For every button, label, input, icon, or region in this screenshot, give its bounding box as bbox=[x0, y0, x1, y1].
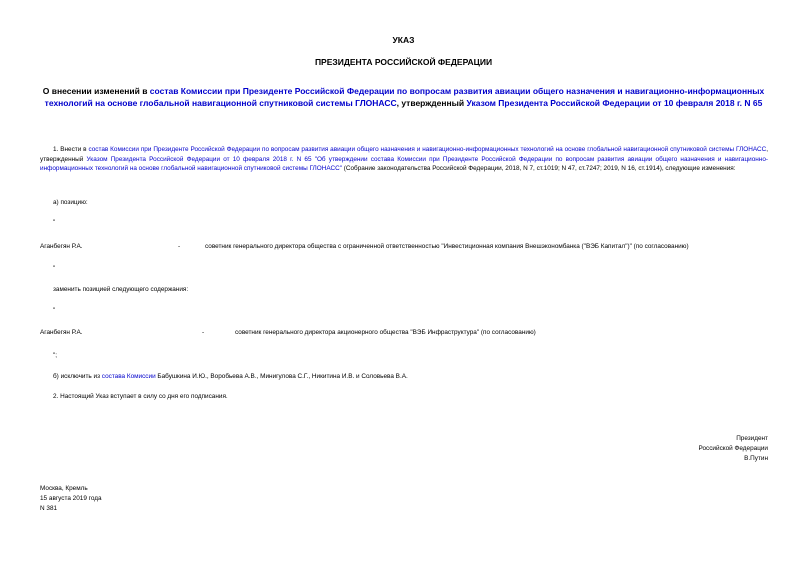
row1-description: советник генерального директора общества с ограниченной ответственностью "Инвестиционная компания Внешэкономбанка ("ВЭБ Капитал")" (по согласованию) bbox=[205, 243, 689, 250]
item-b-text-post: Бабушкина И.Ю., Воробьева А.В., Минигулова С.Г., Никитина И.В. и Соловьева В.А. bbox=[155, 373, 408, 380]
signature-name: В.Путин bbox=[744, 455, 768, 462]
document-title bbox=[30, 85, 777, 109]
footer-number: N 381 bbox=[40, 505, 58, 512]
row1-dash: - bbox=[178, 243, 181, 250]
row2-description: советник генерального директора акционерного общества "ВЭБ Инфраструктура" (по согласованию) bbox=[235, 329, 536, 336]
item-b-link-commission[interactable]: состава Комиссии bbox=[101, 373, 156, 380]
title-text-2: , утвержденный bbox=[396, 98, 467, 108]
p1-link-commission[interactable]: состав Комиссии при Президенте Российской Федерации по вопросам развития авиации общего назначения и навигационно-информационных технологий на основе глобальной навигационной спутниковой системы ГЛОНАСС bbox=[88, 146, 767, 153]
quote-close-2: "; bbox=[53, 352, 58, 359]
footer-date: 15 августа 2019 года bbox=[40, 495, 102, 502]
document-subheading: ПРЕЗИДЕНТА РОССИЙСКОЙ ФЕДЕРАЦИИ bbox=[314, 57, 493, 67]
paragraph-2: 2. Настоящий Указ вступает в силу со дня его подписания. bbox=[53, 393, 228, 400]
p1-link-decree[interactable]: Указом Президента Российской Федерации от 10 февраля 2018 г. N 65 "Об утверждении состава Комиссии при Президенте Российской Федерации по вопросам развития авиации общего назначения и навигационно-информационных технологий на основе глобальной навигационной спутниковой системы ГЛОНАСС" bbox=[40, 155, 768, 173]
p1-text-c: (Собрание законодательства Российской Федерации, 2018, N 7, ст.1019; N 47, ст.7247; 2019, N 16, ст.1914), следующие изменения: bbox=[341, 165, 736, 173]
title-text-1: О внесении изменений в bbox=[42, 86, 150, 96]
footer-place: Москва, Кремль bbox=[40, 485, 88, 492]
item-a-label: а) позицию: bbox=[53, 199, 88, 206]
row2-dash: - bbox=[202, 329, 205, 336]
signature-office: Российской Федерации bbox=[698, 445, 768, 452]
title-link-commission[interactable]: состав Комиссии при Президенте Российской Федерации по вопросам развития авиации общего назначения и навигационно-информационных технологий на основе глобальной навигационной спутниковой системы ГЛОНАСС bbox=[44, 86, 765, 108]
document-heading: УКАЗ bbox=[392, 35, 415, 45]
item-b bbox=[53, 373, 408, 380]
p1-text-a: 1. Внести в bbox=[53, 146, 89, 153]
p1-text-b: , утвержденный bbox=[40, 146, 768, 163]
row2-name: Аганбегян Р.А. bbox=[40, 329, 83, 336]
title-link-decree[interactable]: Указом Президента Российской Федерации от 10 февраля 2018 г. N 65 bbox=[466, 98, 763, 108]
quote-open-1: " bbox=[53, 219, 56, 226]
quote-close-1: " bbox=[53, 265, 56, 272]
paragraph-1 bbox=[40, 145, 768, 174]
item-b-text-pre: б) исключить из bbox=[53, 373, 102, 380]
quote-open-2: " bbox=[53, 307, 56, 314]
replace-text: заменить позицией следующего содержания: bbox=[53, 286, 189, 293]
signature-title: Президент bbox=[736, 435, 768, 442]
row1-name: Аганбегян Р.А. bbox=[40, 243, 83, 250]
